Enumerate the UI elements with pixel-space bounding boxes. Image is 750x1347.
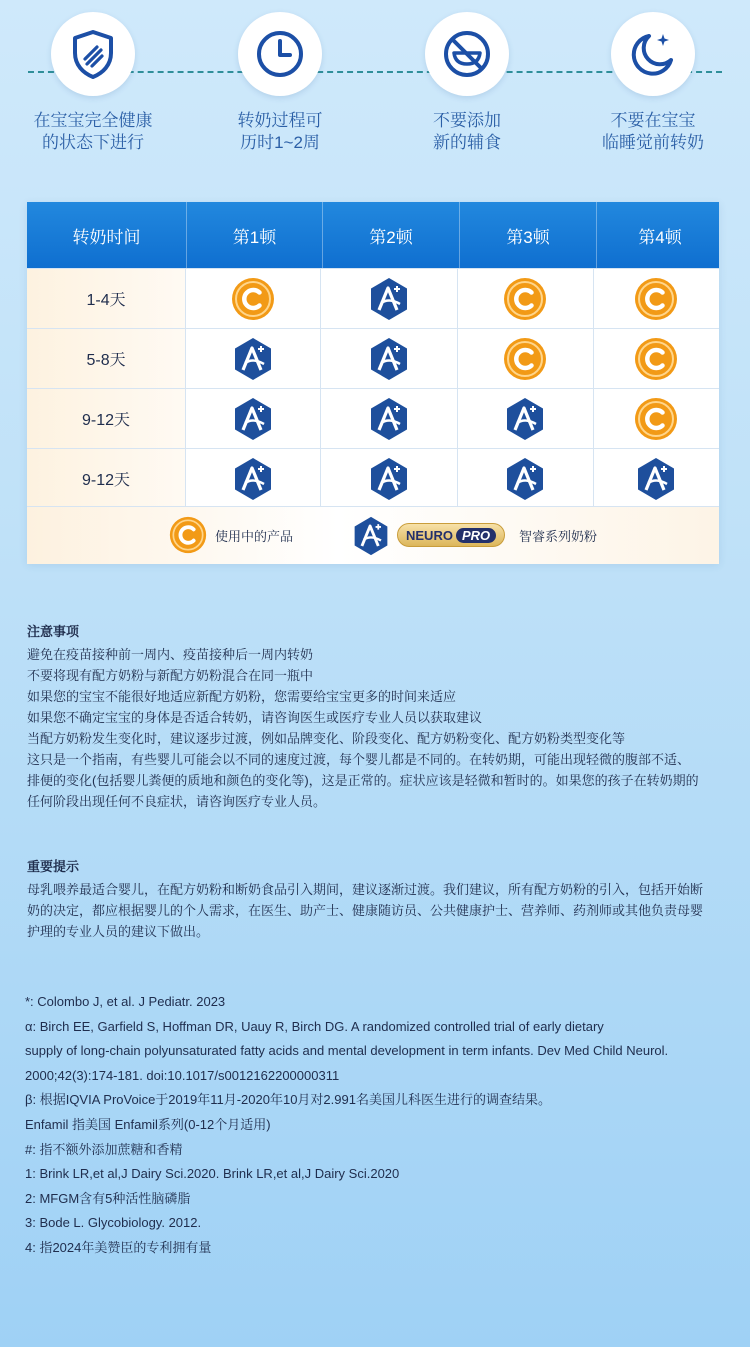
references xyxy=(25,990,725,1261)
feed-cell xyxy=(458,389,594,448)
reference-line: #: 指不额外添加蔗糖和香精 xyxy=(25,1141,183,1157)
badge-pro-text: PRO xyxy=(456,528,496,543)
neuropro-icon xyxy=(503,457,547,501)
neuropro-icon xyxy=(367,457,411,501)
tip-duration xyxy=(187,12,373,154)
tip-healthy xyxy=(0,12,186,154)
no-food-icon xyxy=(439,26,495,82)
notes-line: 不要将现有配方奶粉与新配方奶粉混合在同一瓶中 xyxy=(27,668,314,683)
notes-line: 如果您的宝宝不能很好地适应新配方奶粉，您需要给宝宝更多的时间来适应 xyxy=(27,689,457,704)
notes-line: 这只是一个指南，有些婴儿可能会以不同的速度过渡，每个婴儿都是不同的。在转奶期，可能出现轻微的腹部不适、 xyxy=(27,752,691,767)
feed-cell xyxy=(186,329,321,388)
reference-line: 2000;42(3):174-181. doi:10.1017/s0012162200000311 xyxy=(25,1067,340,1083)
notes-title: 注意事项 xyxy=(27,624,80,639)
current-product-icon xyxy=(634,397,678,441)
header-feed-1: 第1顿 xyxy=(187,202,323,268)
tip-text-line: 历时1~2周 xyxy=(240,133,320,152)
reference-line: Enfamil 指美国 Enfamil系列(0-12个月适用) xyxy=(25,1116,271,1132)
reference-line: supply of long-chain polyunsaturated fatty acids and mental development in term infants. Dev Med Child Neurol. xyxy=(25,1043,669,1059)
reference-line: α: Birch EE, Garfield S, Hoffman DR, Uauy R, Birch DG. A randomized controlled trial of early dietary xyxy=(25,1018,604,1034)
table-row xyxy=(27,328,719,388)
feed-cell xyxy=(594,449,719,508)
neuropro-icon xyxy=(351,516,391,556)
feed-cell xyxy=(186,269,321,328)
table-row xyxy=(27,388,719,448)
important-line: 母乳喂养最适合婴儿，在配方奶粉和断奶食品引入期间，建议逐渐过渡。我们建议，所有配方奶粉的引入，包括开始断 xyxy=(27,882,704,897)
neuropro-badge xyxy=(397,523,505,547)
tip-text-line: 新的辅食 xyxy=(433,133,501,152)
tip-text-line: 转奶过程可 xyxy=(237,111,323,130)
header-feed-3: 第3顿 xyxy=(460,202,597,268)
reference-line: 3: Bode L. Glycobiology. 2012. xyxy=(25,1215,202,1231)
header-feed-2: 第2顿 xyxy=(323,202,460,268)
neuropro-icon xyxy=(367,277,411,321)
transition-schedule-table xyxy=(27,202,719,563)
neuropro-icon xyxy=(231,397,275,441)
tip-text-line: 临睡觉前转奶 xyxy=(602,133,704,152)
badge-neuro-text: NEURO xyxy=(406,527,453,543)
tip-text-line: 在宝宝完全健康 xyxy=(33,111,153,130)
tip-text-line: 不要在宝宝 xyxy=(610,111,696,130)
current-product-icon xyxy=(503,337,547,381)
important-title: 重要提示 xyxy=(27,859,80,874)
feed-cell xyxy=(458,449,594,508)
reference-line: 2: MFGM含有5种活性脑磷脂 xyxy=(25,1190,191,1206)
tip-no-new-food xyxy=(374,12,560,154)
row-label: 5-8天 xyxy=(27,329,186,388)
table-header xyxy=(27,202,719,268)
feed-cell xyxy=(458,269,594,328)
feed-cell xyxy=(321,329,457,388)
legend-new-label: 智睿系列奶粉 xyxy=(519,529,598,544)
row-label: 9-12天 xyxy=(27,449,186,508)
neuropro-icon xyxy=(503,397,547,441)
feed-cell xyxy=(321,269,457,328)
moon-icon xyxy=(625,26,681,82)
clock-icon xyxy=(252,26,308,82)
current-product-icon xyxy=(503,277,547,321)
notes-body xyxy=(27,644,717,812)
feed-cell xyxy=(594,389,719,448)
neuropro-icon xyxy=(367,397,411,441)
current-product-icon xyxy=(169,516,207,554)
legend xyxy=(27,506,719,564)
feed-cell xyxy=(594,329,719,388)
feed-cell xyxy=(186,389,321,448)
table-body xyxy=(27,268,719,508)
table-row xyxy=(27,268,719,328)
notes-line: 当配方奶粉发生变化时，建议逐步过渡，例如品牌变化、阶段变化、配方奶粉变化、配方奶粉类型变化等 xyxy=(27,731,626,746)
notes-line: 避免在疫苗接种前一周内、疫苗接种后一周内转奶 xyxy=(27,647,314,662)
reference-line: β: 根据IQVIA ProVoice于2019年11月-2020年10月对2.991名美国儿科医生进行的调查结果。 xyxy=(25,1092,551,1108)
table-row xyxy=(27,448,719,508)
current-product-icon xyxy=(231,277,275,321)
feed-cell xyxy=(594,269,719,328)
current-product-icon xyxy=(634,337,678,381)
reference-line: 1: Brink LR,et al,J Dairy Sci.2020. Brink LR,et al,J Dairy Sci.2020 xyxy=(25,1166,400,1182)
tips-section xyxy=(0,0,750,180)
notes-line: 任何阶段出现任何不良症状，请咨询医疗专业人员。 xyxy=(27,794,327,809)
feed-cell xyxy=(186,449,321,508)
shield-icon xyxy=(65,26,121,82)
row-label: 9-12天 xyxy=(27,389,186,448)
neuropro-icon xyxy=(231,337,275,381)
important-line: 奶的决定，都应根据婴儿的个人需求，在医生、助产士、健康随访员、公共健康护士、营养师、药剂师或其他负责母婴 xyxy=(27,903,704,918)
important-line: 护理的专业人员的建议下做出。 xyxy=(27,924,210,939)
tip-text-line: 的状态下进行 xyxy=(42,133,144,152)
notes-line: 如果您不确定宝宝的身体是否适合转奶，请咨询医生或医疗专业人员以获取建议 xyxy=(27,710,483,725)
reference-line: *: Colombo J, et al. J Pediatr. 2023 xyxy=(25,994,226,1009)
tip-text-line: 不要添加 xyxy=(433,111,501,130)
reference-line: 4: 指2024年美赞臣的专利拥有量 xyxy=(25,1239,212,1255)
row-label: 1-4天 xyxy=(27,269,186,328)
feed-cell xyxy=(321,389,457,448)
tip-not-before-sleep xyxy=(560,12,746,154)
current-product-icon xyxy=(634,277,678,321)
notes-line: 排便的变化(包括婴儿粪便的质地和颜色的变化等)，这是正常的。症状应该是轻微和暂时的。如果您的孩子在转奶期的 xyxy=(27,773,699,788)
feed-cell xyxy=(321,449,457,508)
neuropro-icon xyxy=(634,457,678,501)
header-time: 转奶时间 xyxy=(27,202,187,268)
neuropro-icon xyxy=(231,457,275,501)
legend-current-label: 使用中的产品 xyxy=(215,529,294,544)
header-feed-4: 第4顿 xyxy=(638,227,682,247)
important-body xyxy=(27,879,717,942)
feed-cell xyxy=(458,329,594,388)
neuropro-icon xyxy=(367,337,411,381)
